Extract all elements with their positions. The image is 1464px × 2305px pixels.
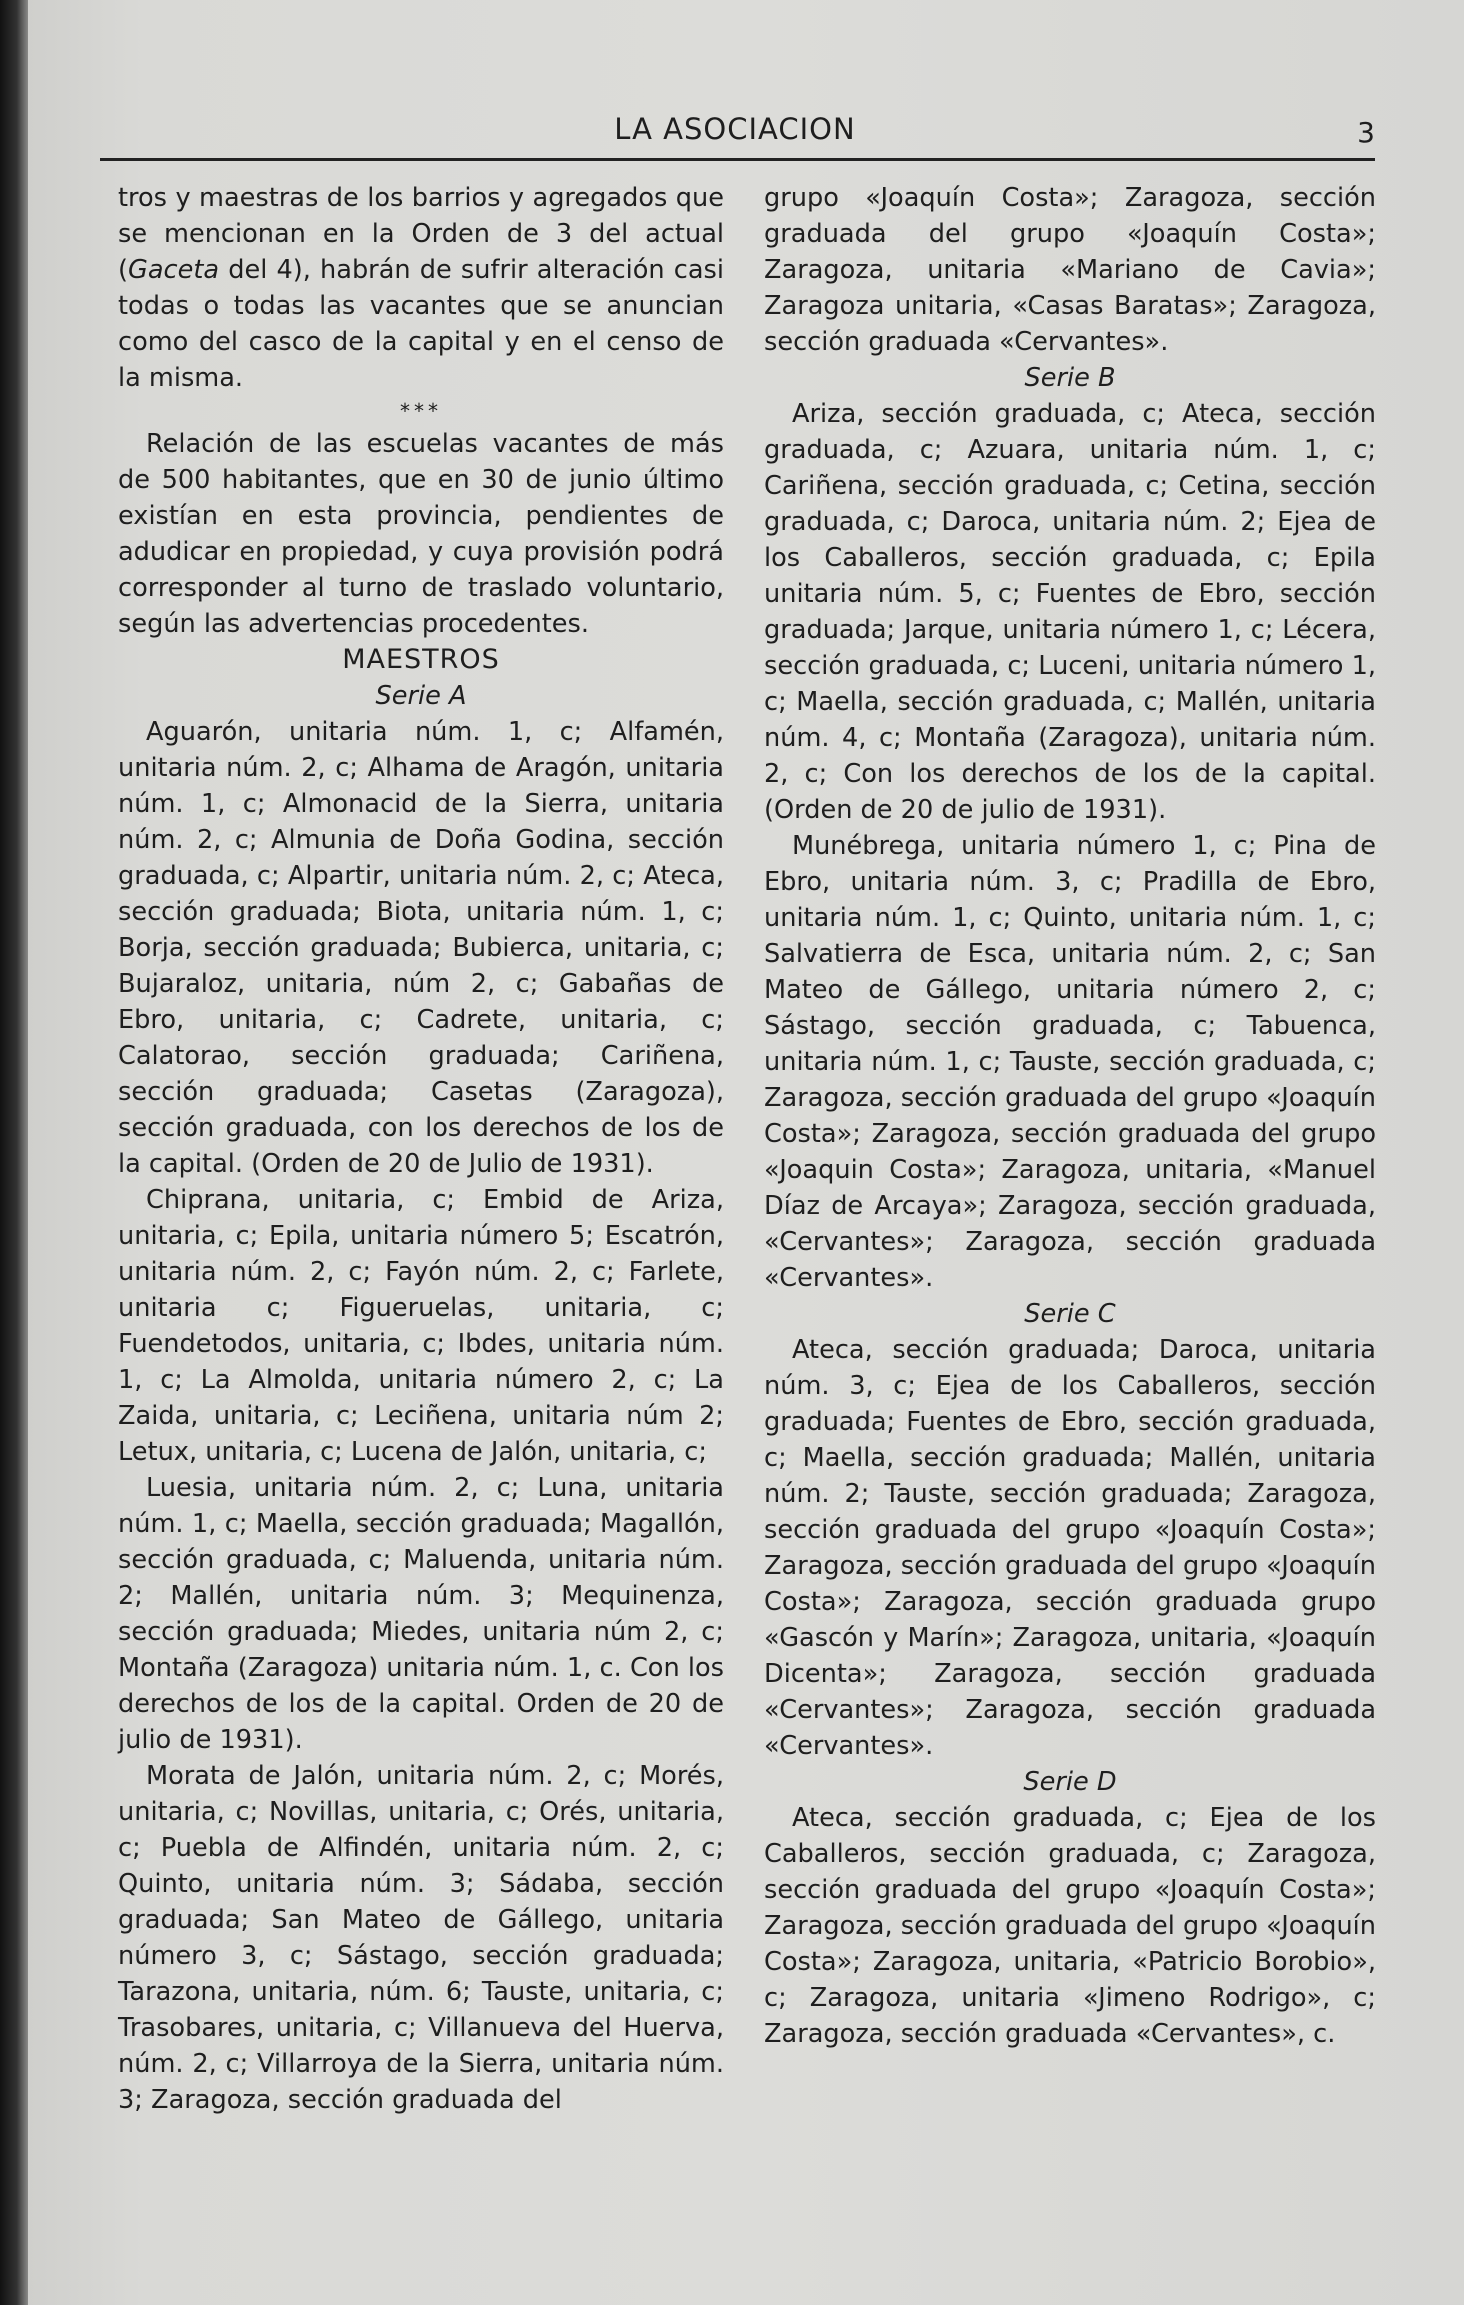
serie-a-paragraph: Luesia, unitaria núm. 2, c; Luna, unitaria núm. 1, c; Maella, sección graduada; Magallón, sección graduada, c; Maluenda, unitaria núm. 2; Mallén, unitaria núm. 3; Mequinenza, sección graduada; Miedes, unitaria núm 2, c; Montaña (Zaragoza) unitaria núm. 1, c. Con los derechos de los de la capital. Orden de 20 de julio de 1931). [118,1473,724,1755]
left-column [118,180,724,2118]
intro-text-b: del 4), habrán de sufrir alteración casi todas o todas las vacantes que se anuncian como del casco de la capital y en el censo de la misma. [118,255,724,393]
serie-a-heading: Serie A [375,681,467,711]
serie-c-heading: Serie C [1024,1299,1116,1329]
serie-a-continuation: grupo «Joaquín Costa»; Zaragoza, sección graduada del grupo «Joaquín Costa»; Zaragoza, unitaria «Mariano de Cavia»; Zaragoza unitaria, «Casas Baratas»; Zaragoza, sección graduada «Cervantes». [764,183,1376,357]
book-spine-shadow [0,0,28,2305]
intro-text-a: tros y maestras de los barrios y agregados que se mencionan en la Orden de 3 del actual ( [118,183,724,285]
serie-b-paragraph: Munébrega, unitaria número 1, c; Pina de Ebro, unitaria núm. 3, c; Pradilla de Ebro, unitaria núm. 1, c; Quinto, unitaria núm. 1, c; Salvatierra de Esca, unitaria núm. 2, c; San Mateo de Gállego, unitaria número 2, c; Sástago, sección graduada, c; Tabuenca, unitaria núm. 1, c; Tauste, sección graduada, c; Zaragoza, sección graduada del grupo «Joaquín Costa»; Zaragoza, sección graduada del grupo «Joaquin Costa»; Zaragoza, unitaria, «Manuel Díaz de Arcaya»; Zaragoza, sección graduada, «Cervantes»; Zaragoza, sección graduada «Cervantes». [764,831,1376,1293]
serie-a-paragraph: Aguarón, unitaria núm. 1, c; Alfamén, unitaria núm. 2, c; Alhama de Aragón, unitaria núm. 1, c; Almonacid de la Sierra, unitaria núm. 2, c; Almunia de Doña Godina, sección graduada, c; Alpartir, unitaria núm. 2, c; Ateca, sección graduada; Biota, unitaria núm. 1, c; Borja, sección graduada; Bubierca, unitaria, c; Bujaraloz, unitaria, núm 2, c; Gabañas de Ebro, unitaria, c; Cadrete, unitaria, c; Calatorao, sección graduada; Cariñena, sección graduada; Casetas (Zaragoza), sección graduada, con los derechos de los de la capital. (Orden de 20 de Julio de 1931). [118,717,724,1179]
page-number: 3 [1357,116,1375,149]
header-rule [100,158,1375,161]
serie-c-paragraph: Ateca, sección graduada; Daroca, unitaria núm. 3, c; Ejea de los Caballeros, sección graduada; Fuentes de Ebro, sección graduada, c; Maella, sección graduada; Mallén, unitaria núm. 2; Tauste, sección graduada; Zaragoza, sección graduada del grupo «Joaquín Costa»; Zaragoza, sección graduada del grupo «Joaquín Costa»; Zaragoza, sección graduada grupo «Gascón y Marín»; Zaragoza, unitaria, «Joaquín Dicenta»; Zaragoza, sección graduada «Cervantes»; Zaragoza, sección graduada «Cervantes». [764,1335,1376,1761]
section-divider-stars: *** [400,399,442,423]
serie-a-paragraph: Morata de Jalón, unitaria núm. 2, c; Morés, unitaria, c; Novillas, unitaria, c; Orés, unitaria, c; Puebla de Alfindén, unitaria núm. 2, c; Quinto, unitaria núm. 3; Sádaba, sección graduada; San Mateo de Gállego, unitaria número 3, c; Sástago, sección graduada; Tarazona, unitaria, núm. 6; Tauste, unitaria, c; Trasobares, unitaria, c; Villanueva del Huerva, núm. 2, c; Villarroya de la Sierra, unitaria núm. 3; Zaragoza, sección graduada del [118,1761,724,2115]
publication-title: LA ASOCIACION [614,112,856,146]
serie-d-paragraph: Ateca, sección graduada, c; Ejea de los Caballeros, sección graduada, c; Zaragoza, sección graduada del grupo «Joaquín Costa»; Zaragoza, sección graduada del grupo «Joaquín Costa»; Zaragoza, unitaria, «Patricio Borobio», c; Zaragoza, unitaria «Jimeno Rodrigo», c; Zaragoza, sección graduada «Cervantes», c. [764,1803,1376,2049]
serie-a-paragraph: Chiprana, unitaria, c; Embid de Ariza, unitaria, c; Epila, unitaria número 5; Escatrón, unitaria núm. 2, c; Fayón núm. 2, c; Farlete, unitaria c; Figueruelas, unitaria, c; Fuendetodos, unitaria, c; Ibdes, unitaria núm. 1, c; La Almolda, unitaria número 2, c; La Zaida, unitaria, c; Leciñena, unitaria núm 2; Letux, unitaria, c; Lucena de Jalón, unitaria, c; [118,1185,724,1467]
serie-d-heading: Serie D [1023,1767,1117,1797]
page-header [95,112,1375,160]
serie-b-paragraph: Ariza, sección graduada, c; Ateca, sección graduada, c; Azuara, unitaria núm. 1, c; Cariñena, sección graduada, c; Cetina, sección graduada, c; Daroca, unitaria núm. 2; Ejea de los Caballeros, sección graduada, c; Epila unitaria núm. 5, c; Fuentes de Ebro, sección graduada; Jarque, unitaria número 1, c; Lécera, sección graduada, c; Luceni, unitaria número 1, c; Maella, sección graduada, c; Mallén, unitaria núm. 4, c; Montaña (Zaragoza), unitaria núm. 2, c; Con los derechos de los de la capital. (Orden de 20 de julio de 1931). [764,399,1376,825]
gaceta-italic: Gaceta [128,255,220,285]
serie-b-heading: Serie B [1024,363,1116,393]
intro-paragraph [118,180,724,396]
right-column [764,180,1376,2052]
maestros-heading: MAESTROS [342,644,500,675]
relacion-paragraph: Relación de las escuelas vacantes de más de 500 habitantes, que en 30 de junio último existían en esta provincia, pendientes de adudicar en propiedad, y cuya provisión podrá corresponder al turno de traslado voluntario, según las advertencias procedentes. [118,429,724,639]
